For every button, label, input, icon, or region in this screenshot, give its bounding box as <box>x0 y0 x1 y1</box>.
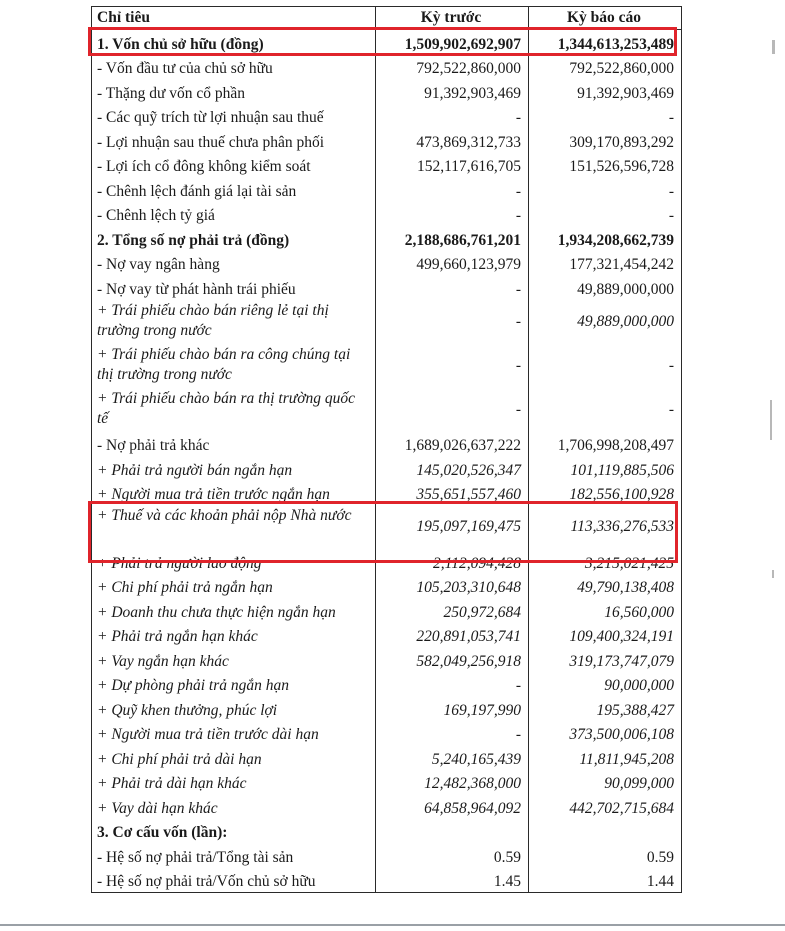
row-curr: 442,702,715,684 <box>529 794 682 819</box>
table-row <box>92 79 682 104</box>
table-row <box>92 456 682 481</box>
row-curr: - <box>529 177 682 202</box>
table-row <box>92 794 682 819</box>
row-prev: 152,117,616,705 <box>376 153 529 178</box>
table-row <box>92 647 682 672</box>
table-row <box>92 177 682 202</box>
row-label: + Doanh thu chưa thực hiện ngắn hạn <box>92 598 376 623</box>
table-row <box>92 623 682 648</box>
table-row <box>92 868 682 893</box>
row-label: + Vay dài hạn khác <box>92 794 376 819</box>
row-label: + Người mua trả tiền trước ngắn hạn <box>92 481 376 506</box>
row-prev <box>376 819 529 844</box>
row-prev: 195,097,169,475 <box>376 505 529 549</box>
row-label: - Nợ phải trả khác <box>92 432 376 457</box>
row-prev: 355,651,557,460 <box>376 481 529 506</box>
row-prev: 1,509,902,692,907 <box>376 30 529 55</box>
row-curr: 0.59 <box>529 843 682 868</box>
row-curr: 49,889,000,000 <box>529 275 682 300</box>
table-row <box>92 481 682 506</box>
row-curr: - <box>529 344 682 388</box>
row-curr: 90,000,000 <box>529 672 682 697</box>
table-row <box>92 770 682 795</box>
row-label: - Nợ vay từ phát hành trái phiếu <box>92 275 376 300</box>
row-label: 2. Tổng số nợ phải trả (đồng) <box>92 226 376 251</box>
row-prev: - <box>376 202 529 227</box>
row-label: + Phải trả dài hạn khác <box>92 770 376 795</box>
page-bottom-edge <box>0 924 785 926</box>
row-prev: 145,020,526,347 <box>376 456 529 481</box>
table-row <box>92 721 682 746</box>
row-label: 1. Vốn chủ sở hữu (đồng) <box>92 30 376 55</box>
row-prev: - <box>376 300 529 344</box>
row-label: + Trái phiếu chào bán riêng lẻ tại thị trường trong nước <box>92 300 376 344</box>
row-prev: 792,522,860,000 <box>376 55 529 80</box>
row-curr: 109,400,324,191 <box>529 623 682 648</box>
table-row <box>92 432 682 457</box>
table-row <box>92 574 682 599</box>
row-label: + Chi phí phải trả ngắn hạn <box>92 574 376 599</box>
table-row-capital-structure <box>92 819 682 844</box>
row-label: + Thuế và các khoản phải nộp Nhà nước <box>92 505 376 549</box>
row-label: - Nợ vay ngân hàng <box>92 251 376 276</box>
row-curr: 91,392,903,469 <box>529 79 682 104</box>
row-curr: 319,173,747,079 <box>529 647 682 672</box>
row-prev: 2,112,094,428 <box>376 549 529 574</box>
row-prev: 1.45 <box>376 868 529 893</box>
row-curr: 49,790,138,408 <box>529 574 682 599</box>
row-curr: - <box>529 202 682 227</box>
capital-structure-table <box>91 6 682 893</box>
table-row <box>92 202 682 227</box>
row-curr: 309,170,893,292 <box>529 128 682 153</box>
row-label: + Người mua trả tiền trước dài hạn <box>92 721 376 746</box>
header-reporting-period: Kỳ báo cáo <box>529 7 682 30</box>
table-header-row <box>92 7 682 30</box>
scan-artifact <box>772 570 774 578</box>
row-prev: 2,188,686,761,201 <box>376 226 529 251</box>
row-curr: 182,556,100,928 <box>529 481 682 506</box>
header-previous-period: Kỳ trước <box>376 7 529 30</box>
table-row <box>92 104 682 129</box>
row-prev: - <box>376 672 529 697</box>
table-row <box>92 598 682 623</box>
row-curr: 113,336,276,533 <box>529 505 682 549</box>
scan-artifact <box>772 40 775 54</box>
table-row-equity <box>92 30 682 55</box>
table-row <box>92 153 682 178</box>
row-prev: - <box>376 275 529 300</box>
row-curr: 16,560,000 <box>529 598 682 623</box>
table-row <box>92 745 682 770</box>
row-prev: 64,858,964,092 <box>376 794 529 819</box>
table-row <box>92 549 682 574</box>
row-prev: - <box>376 104 529 129</box>
row-curr <box>529 819 682 844</box>
row-label: + Dự phòng phải trả ngắn hạn <box>92 672 376 697</box>
row-curr: 101,119,885,506 <box>529 456 682 481</box>
table-row <box>92 672 682 697</box>
row-label: - Vốn đầu tư của chủ sở hữu <box>92 55 376 80</box>
row-label: + Trái phiếu chào bán ra công chúng tại thị trường trong nước <box>92 344 376 388</box>
row-label: - Hệ số nợ phải trả/Tổng tài sản <box>92 843 376 868</box>
row-label: - Các quỹ trích từ lợi nhuận sau thuế <box>92 104 376 129</box>
row-label: - Hệ số nợ phải trả/Vốn chủ sở hữu <box>92 868 376 893</box>
row-label: + Vay ngắn hạn khác <box>92 647 376 672</box>
row-curr: 3,215,021,425 <box>529 549 682 574</box>
row-label: - Lợi nhuận sau thuế chưa phân phối <box>92 128 376 153</box>
row-prev: 473,869,312,733 <box>376 128 529 153</box>
row-label: - Chênh lệch đánh giá lại tài sản <box>92 177 376 202</box>
row-curr: 177,321,454,242 <box>529 251 682 276</box>
row-label: - Chênh lệch tỷ giá <box>92 202 376 227</box>
row-curr: 373,500,006,108 <box>529 721 682 746</box>
table-row <box>92 505 682 549</box>
row-label: + Chi phí phải trả dài hạn <box>92 745 376 770</box>
table-row <box>92 128 682 153</box>
header-indicator: Chỉ tiêu <box>92 7 376 30</box>
row-label: + Phải trả ngắn hạn khác <box>92 623 376 648</box>
row-prev: 12,482,368,000 <box>376 770 529 795</box>
row-prev: 250,972,684 <box>376 598 529 623</box>
row-curr: - <box>529 104 682 129</box>
table-row <box>92 696 682 721</box>
row-prev: - <box>376 388 529 432</box>
table-row-liabilities <box>92 226 682 251</box>
row-prev: 499,660,123,979 <box>376 251 529 276</box>
row-curr: 90,099,000 <box>529 770 682 795</box>
row-curr: 49,889,000,000 <box>529 300 682 344</box>
row-label: + Phải trả người bán ngắn hạn <box>92 456 376 481</box>
row-label: 3. Cơ cấu vốn (lần): <box>92 819 376 844</box>
row-prev: - <box>376 177 529 202</box>
row-curr: 1.44 <box>529 868 682 893</box>
table-row <box>92 344 682 388</box>
row-prev: 91,392,903,469 <box>376 79 529 104</box>
row-curr: 11,811,945,208 <box>529 745 682 770</box>
row-curr: 151,526,596,728 <box>529 153 682 178</box>
row-curr: 195,388,427 <box>529 696 682 721</box>
table-row <box>92 300 682 344</box>
row-label: - Lợi ích cổ đông không kiểm soát <box>92 153 376 178</box>
row-prev: - <box>376 344 529 388</box>
row-prev: 220,891,053,741 <box>376 623 529 648</box>
table-row <box>92 388 682 432</box>
row-prev: 169,197,990 <box>376 696 529 721</box>
table-row <box>92 275 682 300</box>
row-prev: 105,203,310,648 <box>376 574 529 599</box>
row-label: + Quỹ khen thưởng, phúc lợi <box>92 696 376 721</box>
row-prev: 1,689,026,637,222 <box>376 432 529 457</box>
row-label: + Phải trả người lao động <box>92 549 376 574</box>
row-curr: 1,706,998,208,497 <box>529 432 682 457</box>
row-label: - Thặng dư vốn cổ phần <box>92 79 376 104</box>
scan-artifact <box>770 400 772 440</box>
table-row <box>92 55 682 80</box>
row-curr: - <box>529 388 682 432</box>
row-prev: 5,240,165,439 <box>376 745 529 770</box>
row-curr: 1,344,613,253,489 <box>529 30 682 55</box>
row-prev: - <box>376 721 529 746</box>
table-row <box>92 251 682 276</box>
row-curr: 792,522,860,000 <box>529 55 682 80</box>
row-prev: 0.59 <box>376 843 529 868</box>
row-prev: 582,049,256,918 <box>376 647 529 672</box>
row-curr: 1,934,208,662,739 <box>529 226 682 251</box>
table-row <box>92 843 682 868</box>
row-label: + Trái phiếu chào bán ra thị trường quốc tế <box>92 388 376 432</box>
